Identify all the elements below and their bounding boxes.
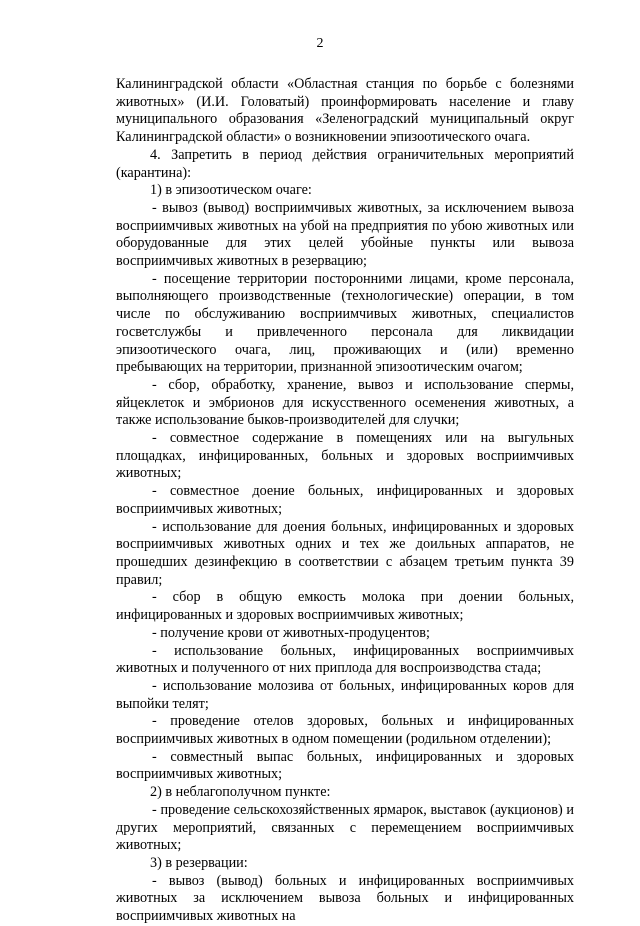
list-item: - совместный выпас больных, инфицированных и здоровых восприимчивых животных; [116, 748, 574, 783]
subsection-heading-unfavorable-point: 2) в неблагополучном пункте: [150, 784, 331, 801]
list-item: - совместное доение больных, инфицированных и здоровых восприимчивых животных; [116, 483, 574, 517]
paragraph-item-4: 4. Запретить в период действия ограничительных мероприятий (карантина): [116, 146, 574, 181]
list-item: - использование молозива от больных, инфицированных коров для выпойки телят; [116, 677, 574, 712]
list-item: - проведение сельскохозяйственных ярмарок, выставок (аукционов) и других мероприятий, связанных с перемещением восприимчивых животных; [116, 801, 574, 854]
list-item: - совместное содержание в помещениях или на выгульных площадках, инфицированных, больных и здоровых восприимчивых животных; [116, 430, 574, 482]
list-item: - сбор, обработку, хранение, вывоз и использование спермы, яйцеклеток и эмбрионов для искусственного осеменения животных, а также использование быков-производителей для случки; [116, 376, 574, 429]
subsection-heading-reservation: 3) в резервации: [150, 854, 248, 871]
list-item: - получение крови от животных-продуцентов; [152, 624, 430, 641]
list-item: - вывоз (вывод) восприимчивых животных, за исключением вывоза восприимчивых животных на убой на предприятия по убою животных или оборудованные для этих целей убойные пункты или вывоза восприимчивых животных в резервацию; [116, 199, 574, 270]
list-item: - проведение отелов здоровых, больных и инфицированных восприимчивых животных в одном помещении (родильном отделении); [116, 713, 574, 748]
paragraph-continuation: Калининградской области «Областная станция по борьбе с болезнями животных» (И.И. Головатый) проинформировать население и главу муниципального образования «Зеленоградский муниципальный округ Калининградской области» о возникновении эпизоотического очага. [116, 76, 574, 146]
document-body [116, 76, 574, 926]
list-item: - сбор в общую емкость молока при доении больных, инфицированных и здоровых восприимчивых животных; [116, 589, 574, 624]
page-number: 2 [316, 36, 324, 51]
list-item: - посещение территории посторонними лицами, кроме персонала, выполняющего производственные (технологические) операции, в том числе по обслуживанию восприимчивых животных, специалистов госветслужбы и привлеченного персонала для ликвидации эпизоотического очага, лиц, проживающих и (или) временно пребывающих на территории, признанной эпизоотическим очагом; [116, 270, 574, 376]
list-item: - вывоз (вывод) больных и инфицированных восприимчивых животных за исключением вывоза больных и инфицированных восприимчивых животных на [116, 872, 574, 925]
subsection-heading-focus: 1) в эпизоотическом очаге: [150, 182, 312, 199]
list-item: - использование для доения больных, инфицированных и здоровых восприимчивых животных одних и тех же доильных аппаратов, не прошедших дезинфекцию в соответствии с абзацем третьим пункта 39 правил; [116, 518, 574, 588]
list-item: - использование больных, инфицированных восприимчивых животных и полученного от них приплода для воспроизводства стада; [116, 642, 574, 677]
